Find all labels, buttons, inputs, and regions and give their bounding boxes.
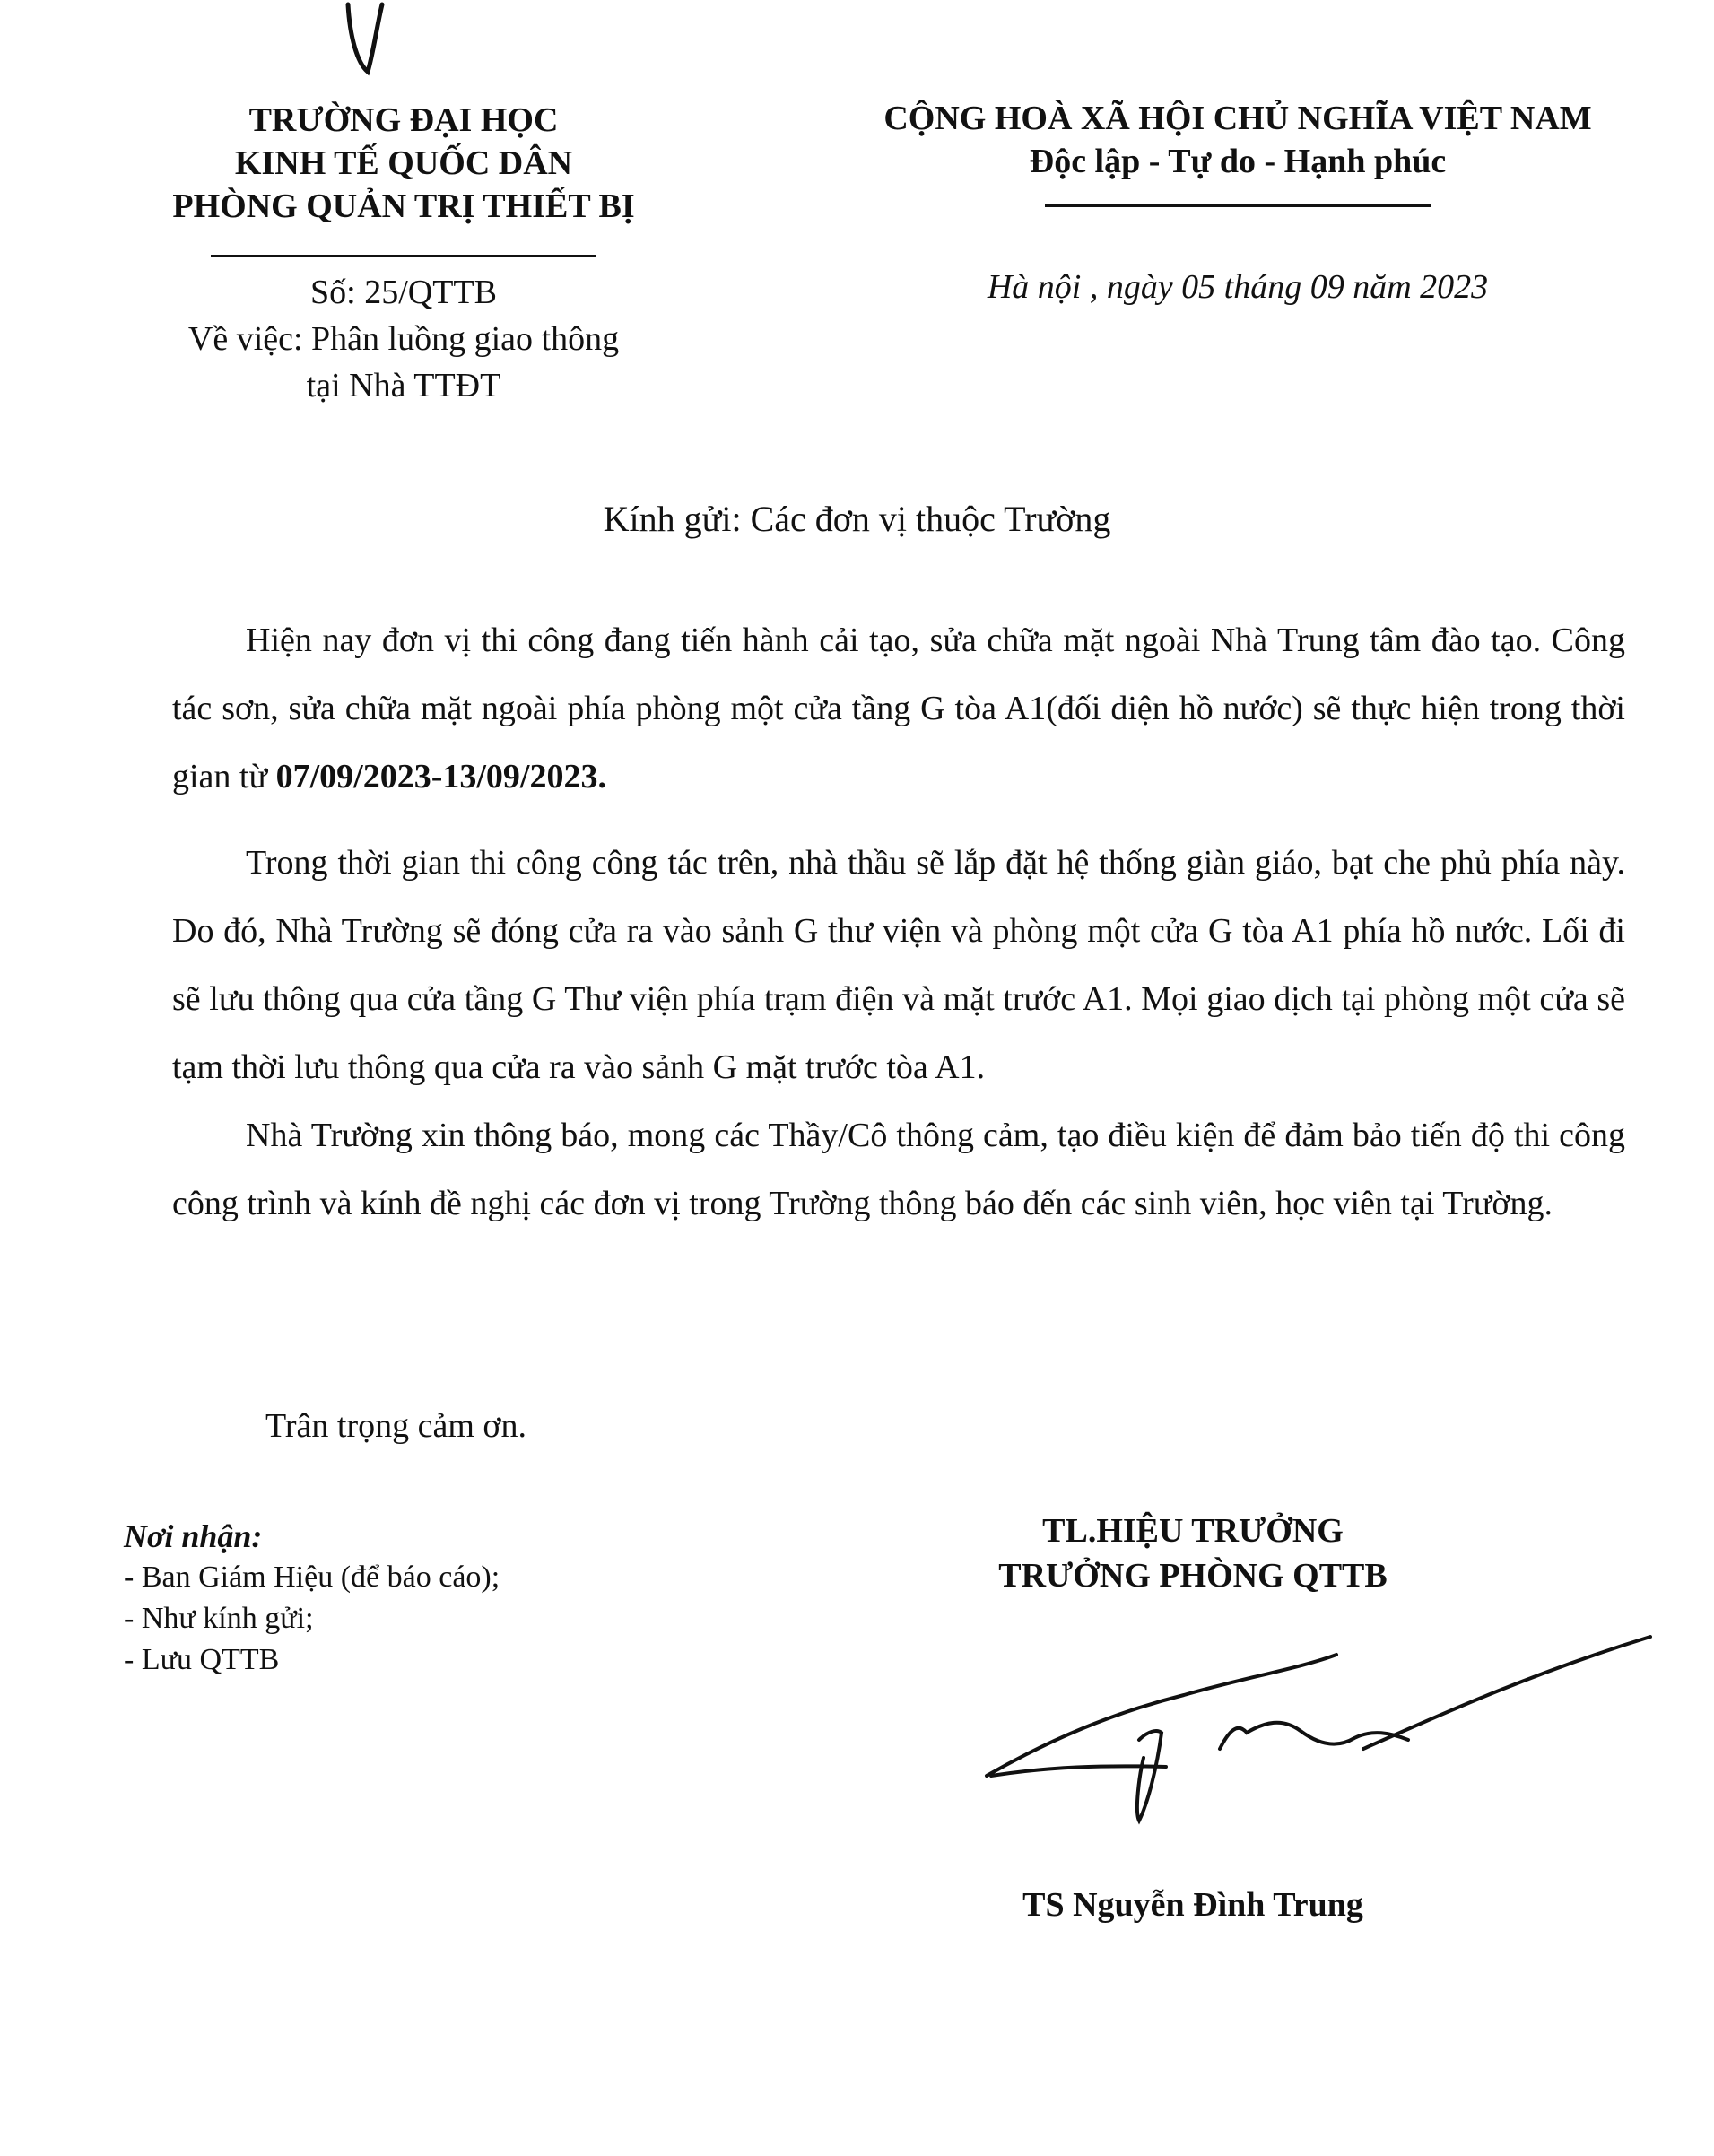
letter-body <box>172 606 1625 1238</box>
signer-name: TS Nguyễn Đình Trung <box>1022 1886 1363 1924</box>
signature-block <box>897 1508 1489 1598</box>
document-number: Số: 25/QTTB <box>310 274 497 311</box>
signature-title-1: TL.HIỆU TRƯỞNG <box>1042 1512 1344 1550</box>
subject-line-2: tại Nhà TTĐT <box>306 367 501 404</box>
issuer-header <box>135 99 673 257</box>
national-motto: Độc lập - Tự do - Hạnh phúc <box>1029 143 1447 180</box>
issuer-divider <box>211 255 596 257</box>
paragraph-1-dates: 07/09/2023-13/09/2023. <box>275 758 606 795</box>
paragraph-3: Nhà Trường xin thông báo, mong các Thầy/Cô thông cảm, tạo điều kiện để đảm bảo tiến độ thi công công trình và kính đề nghị các đơn vị trong Trường thông báo đến các sinh viên, học viên tại Trường. <box>172 1117 1625 1222</box>
issuer-line-3: PHÒNG QUẢN TRỊ THIẾT BỊ <box>172 187 635 225</box>
national-divider <box>1045 204 1431 207</box>
issuer-line-2: KINH TẾ QUỐC DÂN <box>234 144 573 182</box>
national-header <box>789 97 1686 207</box>
recipients-block <box>124 1516 752 1681</box>
recipient-item: - Lưu QTTB <box>124 1643 280 1676</box>
recipients-list <box>124 1557 752 1681</box>
paragraph-1 <box>172 606 1625 811</box>
issuer-line-1: TRƯỜNG ĐẠI HỌC <box>248 101 559 139</box>
date-line: Hà nội , ngày 05 tháng 09 năm 2023 <box>987 268 1489 306</box>
paragraph-2: Trong thời gian thi công công tác trên, nhà thầu sẽ lắp đặt hệ thống giàn giáo, bạt che phủ phía này. Do đó, Nhà Trường sẽ đóng cửa ra vào sảnh G thư viện và phòng một cửa G tòa A1 phía hồ nước. Lối đi sẽ lưu thông qua cửa tầng G Thư viện phía trạm điện và mặt trước A1. Mọi giao dịch tại phòng một cửa sẽ tạm thời lưu thông qua cửa ra vào sảnh G mặt trước tòa A1. <box>172 844 1625 1086</box>
handwritten-signature <box>978 1632 1659 1839</box>
handwritten-mark <box>339 0 393 81</box>
recipient-item: - Ban Giám Hiệu (để báo cáo); <box>124 1560 500 1594</box>
national-title: CỘNG HOÀ XÃ HỘI CHỦ NGHĨA VIỆT NAM <box>883 100 1592 137</box>
paragraph-1-text: Hiện nay đơn vị thi công đang tiến hành cải tạo, sửa chữa mặt ngoài Nhà Trung tâm đào tạo. Công tác sơn, sửa chữa mặt ngoài phía phòng một cửa tầng G tòa A1(đối diện hồ nước) sẽ thực hiện trong thời gian từ <box>172 622 1625 795</box>
recipient-item: - Như kính gửi; <box>124 1602 314 1635</box>
closing-line: Trân trọng cảm ơn. <box>265 1407 526 1445</box>
signature-title-2: TRƯỞNG PHÒNG QTTB <box>998 1557 1388 1595</box>
reference-block <box>135 269 673 409</box>
recipients-title: Nơi nhận: <box>124 1518 263 1554</box>
salutation: Kính gửi: Các đơn vị thuộc Trường <box>603 499 1111 539</box>
subject-line-1: Về việc: Phân luồng giao thông <box>187 320 620 358</box>
